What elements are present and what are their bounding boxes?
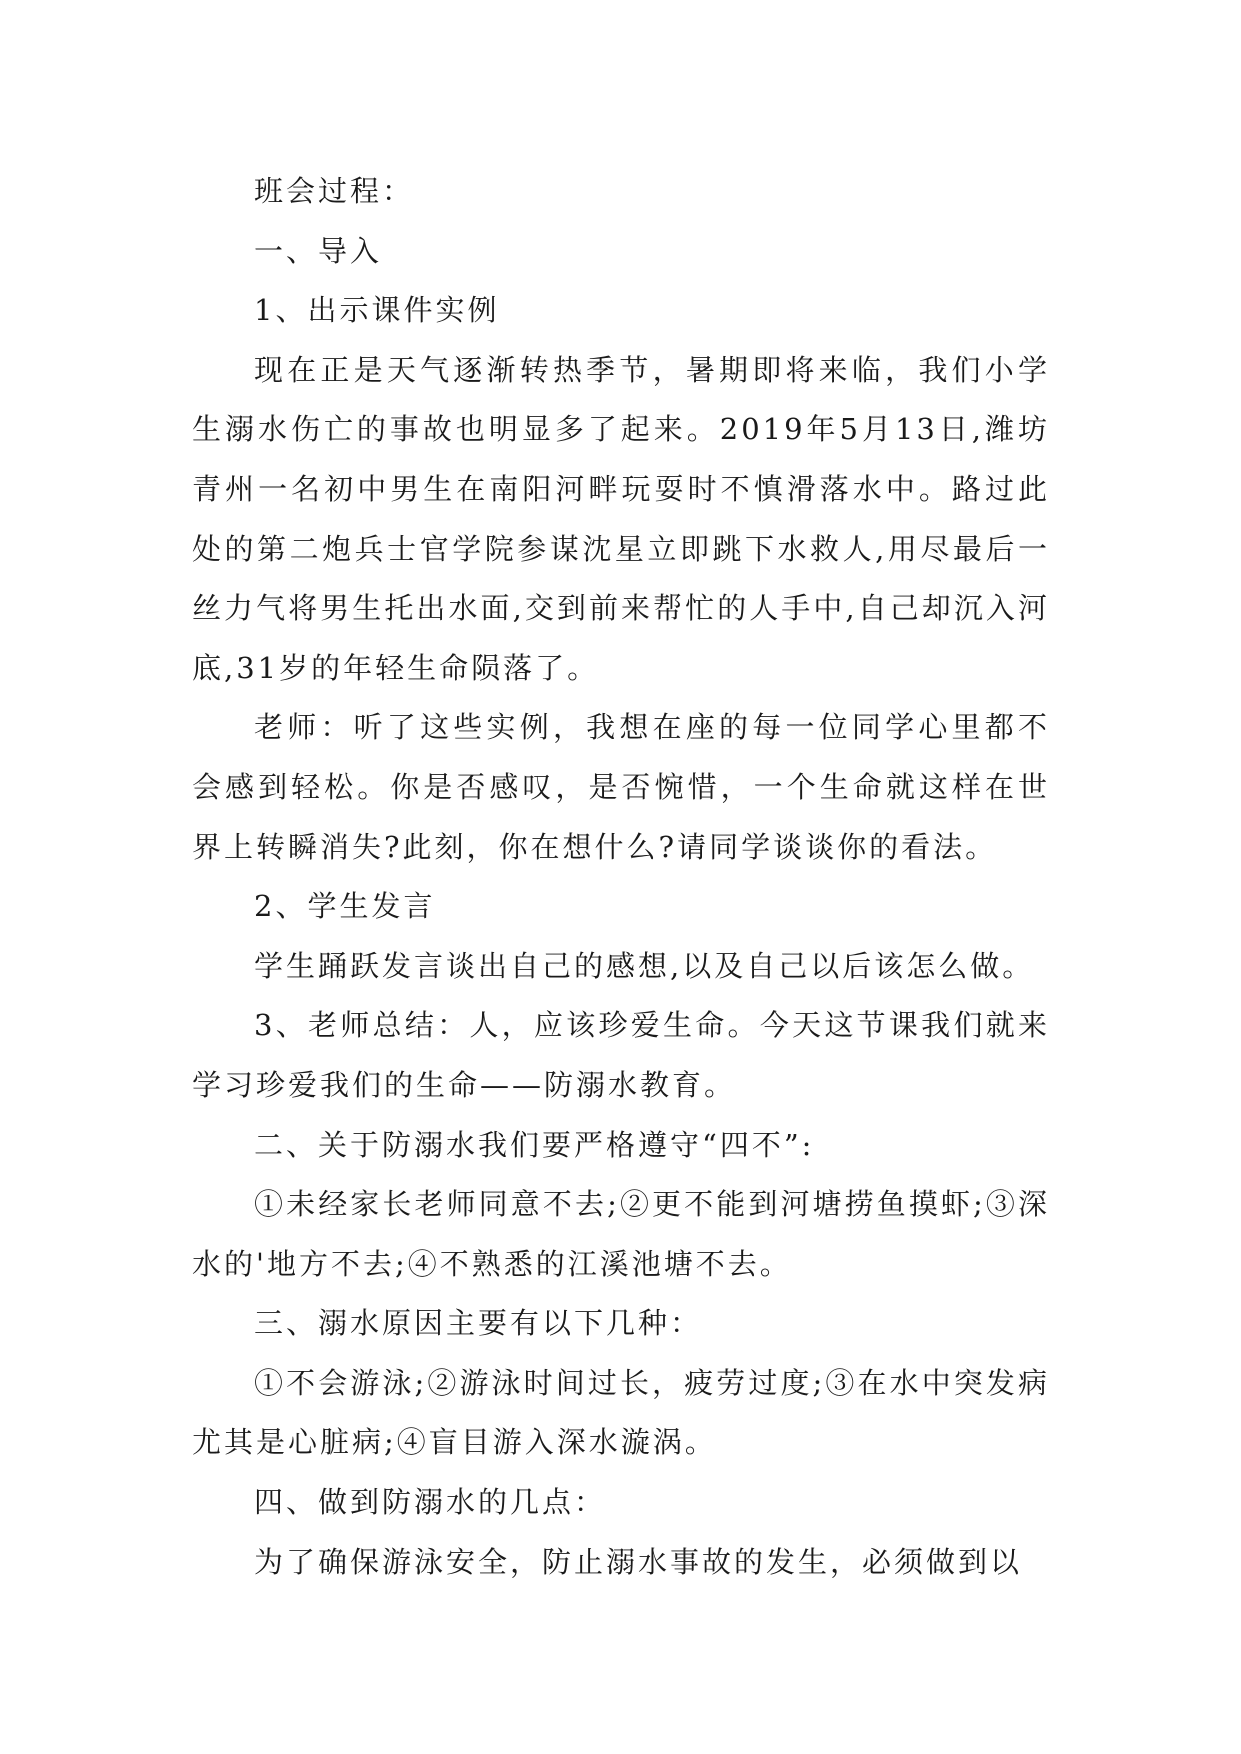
- paragraph-four-rules: ①未经家长老师同意不去;②更不能到河塘捞鱼摸虾;③深水的'地方不去;④不熟悉的江溪池塘不去。: [192, 1187, 1050, 1281]
- paragraph-prevention: 为了确保游泳安全，防止溺水事故的发生，必须做到以: [254, 1544, 1023, 1579]
- paragraph-four-rules-heading: 二、关于防溺水我们要严格遵守“四不”:: [254, 1127, 815, 1162]
- paragraph-prevention-heading: 四、做到防溺水的几点：: [254, 1485, 607, 1520]
- paragraph-show-examples: 1、出示课件实例: [254, 293, 500, 328]
- paragraph-causes-heading: 三、溺水原因主要有以下几种：: [254, 1306, 703, 1341]
- paragraph-section-intro: 一、导入: [254, 233, 383, 268]
- paragraph-student-speech: 学生踊跃发言谈出自己的感想,以及自己以后该怎么做。: [254, 948, 1035, 983]
- paragraph-teacher-summary: 3、老师总结：人，应该珍爱生命。今天这节课我们就来学习珍爱我们的生命——防溺水教育。: [192, 1008, 1050, 1102]
- paragraph-example-story: 现在正是天气逐渐转热季节，暑期即将来临，我们小学生溺水伤亡的事故也明显多了起来。2019年5月13日,潍坊青州一名初中男生在南阳河畔玩耍时不慎滑落水中。路过此处的第二炮兵士官学院参谋沈星立即跳下水救人,用尽最后一丝力气将男生托出水面,交到前来帮忙的人手中,自己却沉入河底,31岁的年轻生命陨落了。: [192, 352, 1050, 685]
- paragraph-causes: ①不会游泳;②游泳时间过长，疲劳过度;③在水中突发病尤其是心脏病;④盲目游入深水漩涡。: [192, 1365, 1050, 1460]
- document-body: [192, 162, 1050, 1592]
- paragraph-process-heading: 班会过程：: [254, 174, 415, 208]
- paragraph-teacher-remark: 老师：听了这些实例，我想在座的每一位同学心里都不会感到轻松。你是否感叹，是否惋惜，一个生命就这样在世界上转瞬消失?此刻，你在想什么?请同学谈谈你的看法。: [192, 710, 1050, 864]
- paragraph-student-speech-heading: 2、学生发言: [254, 889, 436, 924]
